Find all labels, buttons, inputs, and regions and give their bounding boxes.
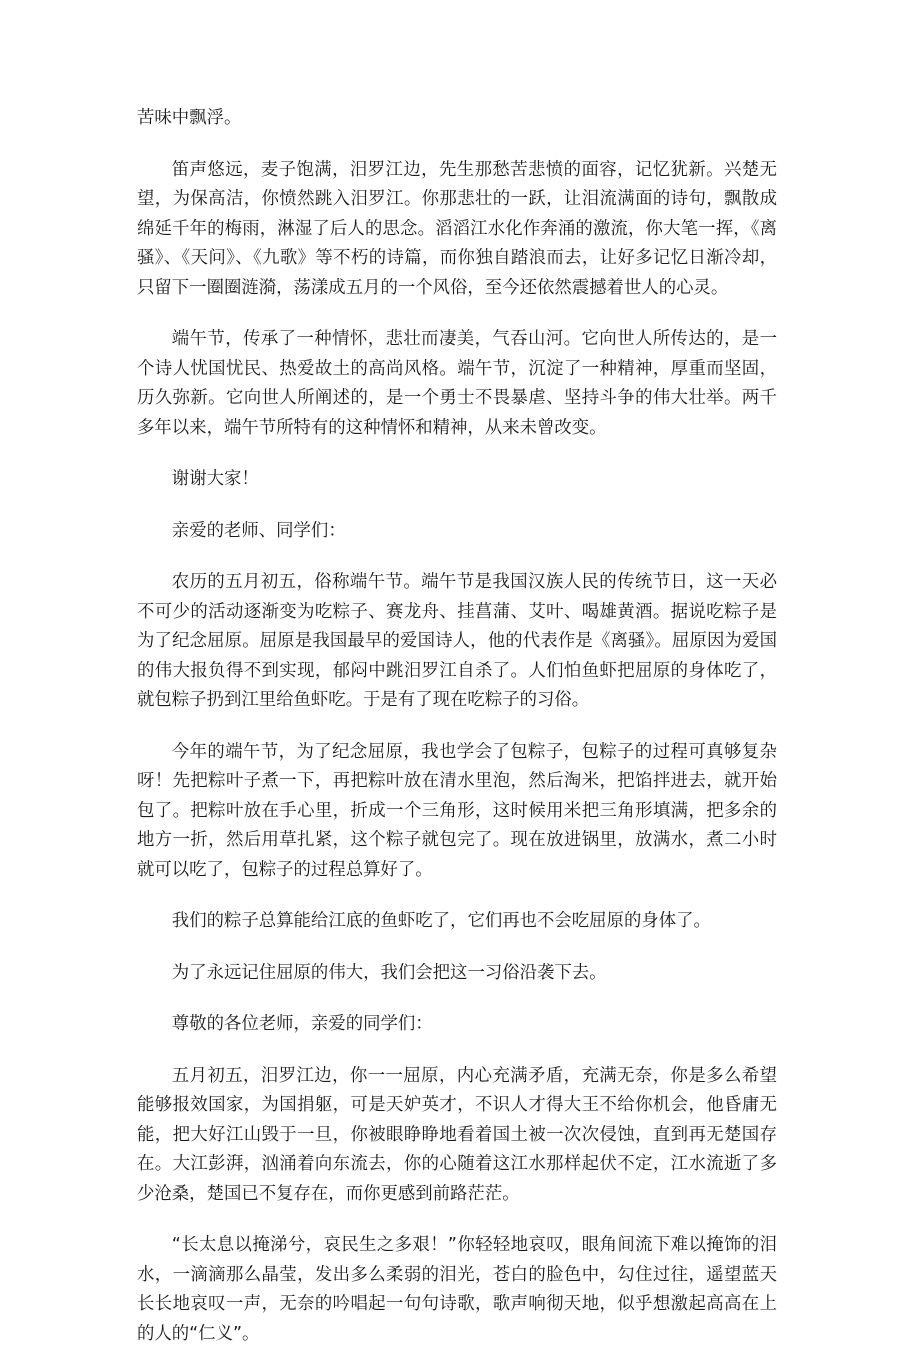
paragraph: 笛声悠远，麦子饱满，汨罗江边，先生那愁苦悲愤的面容，记忆犹新。兴楚无望，为保高洁，你愤然跳入汨罗江。你那悲壮的一跃，让泪流满面的诗句，飘散成绵延千年的梅雨，淋湿了后人的思念。滔滔江水化作奔涌的激流，你大笔一挥，《离骚》、《天问》、《九歌》等不朽的诗篇，而你独自踏浪而去，让好多记忆日渐冷却，只留下一圈圈涟漪，荡漾成五月的一个风俗，至今还依然震撼着世人的心灵。: [137, 159, 777, 298]
paragraph: 五月初五，汨罗江边，你一一屈原，内心充满矛盾，充满无奈，你是多么希望能够报效国家，为国捐躯，可是天妒英才，不识人才得大王不给你机会，他昏庸无能，把大好江山毁于一旦，你被眼睁睁地看着国土被一次次侵蚀，直到再无楚国存在。大江彭湃，汹涌着向东流去，你的心随着这江水那样起伏不定，江水流逝了多少沧桑，楚国已不复存在，而你更感到前路茫茫。: [137, 1065, 777, 1204]
paragraph: 亲爱的老师、同学们：: [171, 520, 346, 541]
paragraph: 苦味中飘浮。: [137, 108, 242, 128]
document-body: [137, 104, 777, 1371]
paragraph: 我们的粽子总算能给江底的鱼虾吃了，它们再也不会吃屈原的身体了。: [171, 911, 711, 931]
paragraph: 端午节，传承了一种情怀，悲壮而凄美，气吞山河。它向世人所传达的，是一个诗人忧国忧民、热爱故土的高尚风格。端午节，沉淀了一种精神，厚重而坚固，历久弥新。它向世人所阐述的，是一个勇士不畏暴虐、坚持斗争的伟大壮举。两千多年以来，端午节所特有的这种情怀和精神，从来未曾改变。: [137, 329, 777, 438]
paragraph: 谢谢大家！: [171, 469, 259, 489]
paragraph: 农历的五月初五，俗称端午节。端午节是我国汉族人民的传统节日，这一天必不可少的活动逐渐变为吃粽子、赛龙舟、挂菖蒲、艾叶、喝雄黄酒。据说吃粽子是为了纪念屈原。屈原是我国最早的爱国诗人，他的代表作是《离骚》。屈原因为爱国的伟大报负得不到实现，郁闷中跳汨罗江自杀了。人们怕鱼虾把屈原的身体吃了，就包粽子扔到江里给鱼虾吃。于是有了现在吃粽子的习俗。: [137, 572, 777, 710]
paragraph: 为了永远记住屈原的伟大，我们会把这一习俗沿袭下去。: [171, 962, 607, 983]
paragraph: “长太息以掩涕兮，哀民生之多艰！”你轻轻地哀叹，眼角间流下难以掩饰的泪水，一滴滴那么晶莹，发出多么柔弱的泪光，苍白的脸色中，勾住过往，遥望蓝天长长地哀叹一声，无奈的吟唱起一句句诗歌，歌声响彻天地，似乎想激起高高在上的人的“仁义”。: [137, 1235, 777, 1344]
paragraph: 尊敬的各位老师，亲爱的同学们：: [171, 1014, 433, 1034]
paragraph: 今年的端午节，为了纪念屈原，我也学会了包粽子，包粽子的过程可真够复杂呀！先把粽叶子煮一下，再把粽叶放在清水里泡，然后淘米，把馅拌进去，就开始包了。把粽叶放在手心里，折成一个三角形，这时候用米把三角形填满，把多余的地方一折，然后用草扎紧，这个粽子就包完了。现在放进锅里，放满水，煮二小时就可以吃了，包粽子的过程总算好了。: [137, 741, 777, 880]
